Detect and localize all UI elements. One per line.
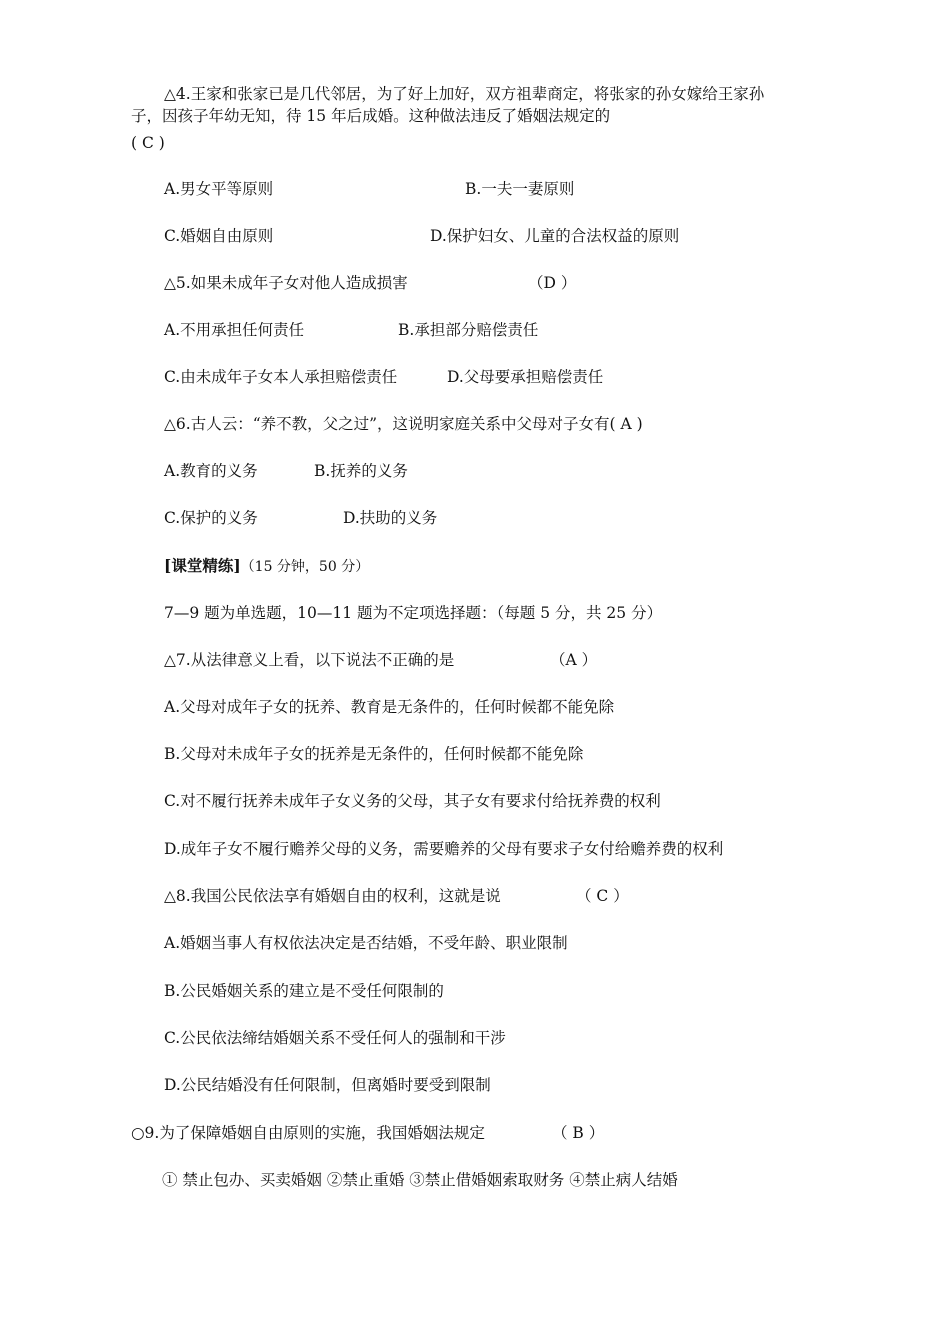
section-note: （15 分钟，50 分） [240, 559, 370, 575]
q4-stem-line2: 子，因孩子年幼无知，待 15 年后成婚。这种做法违反了婚姻法规定的 [131, 107, 611, 125]
q9-stem: ○9.为了保障婚姻自由原则的实施，我国婚姻法规定 [131, 1124, 485, 1142]
q4-option-d: D.保护妇女、儿童的合法权益的原则 [430, 227, 680, 245]
q4-answer: ( C ) [131, 134, 165, 152]
q5-answer: （D ） [528, 274, 577, 292]
section-instructions: 7—9 题为单选题，10—11 题为不定项选择题：（每题 5 分，共 25 分） [164, 604, 663, 622]
section-title: [课堂精练] [164, 556, 241, 575]
q7-answer: （A ） [550, 651, 598, 669]
q7-option-d: D.成年子女不履行赡养父母的义务，需要赡养的父母有要求子女付给赡养费的权利 [164, 840, 724, 858]
q5-stem: △5.如果未成年子女对他人造成损害 [164, 274, 408, 292]
q8-option-c: C.公民依法缔结婚姻关系不受任何人的强制和干涉 [164, 1029, 506, 1047]
q8-option-b: B.公民婚姻关系的建立是不受任何限制的 [164, 982, 444, 1000]
q9-items: ① 禁止包办、买卖婚姻 ②禁止重婚 ③禁止借婚姻索取财务 ④禁止病人结婚 [162, 1171, 678, 1189]
q7-stem: △7.从法律意义上看，以下说法不正确的是 [164, 651, 455, 669]
q6-option-b: B.抚养的义务 [314, 462, 408, 480]
q8-option-a: A.婚姻当事人有权依法决定是否结婚，不受年龄、职业限制 [164, 934, 568, 952]
q7-option-a: A.父母对成年子女的抚养、教育是无条件的，任何时候都不能免除 [164, 698, 615, 716]
q4-option-c: C.婚姻自由原则 [164, 227, 274, 245]
q5-option-a: A.不用承担任何责任 [164, 321, 305, 339]
q9-answer: （ B ） [552, 1124, 605, 1142]
q4-option-b: B.一夫一妻原则 [465, 180, 575, 198]
q7-option-c: C.对不履行抚养未成年子女义务的父母，其子女有要求付给抚养费的权利 [164, 792, 661, 810]
q6-stem: △6.古人云：“养不教，父之过”，这说明家庭关系中父母对子女有( A ) [164, 415, 643, 433]
q8-stem: △8.我国公民依法享有婚姻自由的权利，这就是说 [164, 887, 501, 905]
q5-option-d: D.父母要承担赔偿责任 [447, 368, 604, 386]
q8-answer: （ C ） [576, 887, 629, 905]
section-header [164, 556, 369, 577]
q4-option-a: A.男女平等原则 [164, 180, 274, 198]
q7-option-b: B.父母对未成年子女的抚养是无条件的，任何时候都不能免除 [164, 745, 584, 763]
q6-option-d: D.扶助的义务 [343, 509, 438, 527]
q6-option-c: C.保护的义务 [164, 509, 258, 527]
q5-option-c: C.由未成年子女本人承担赔偿责任 [164, 368, 398, 386]
q5-option-b: B.承担部分赔偿责任 [398, 321, 539, 339]
q6-option-a: A.教育的义务 [164, 462, 258, 480]
q8-option-d: D.公民结婚没有任何限制，但离婚时要受到限制 [164, 1076, 491, 1094]
q4-stem-line1: △4.王家和张家已是几代邻居，为了好上加好，双方祖辈商定，将张家的孙女嫁给王家孙 [164, 85, 765, 103]
